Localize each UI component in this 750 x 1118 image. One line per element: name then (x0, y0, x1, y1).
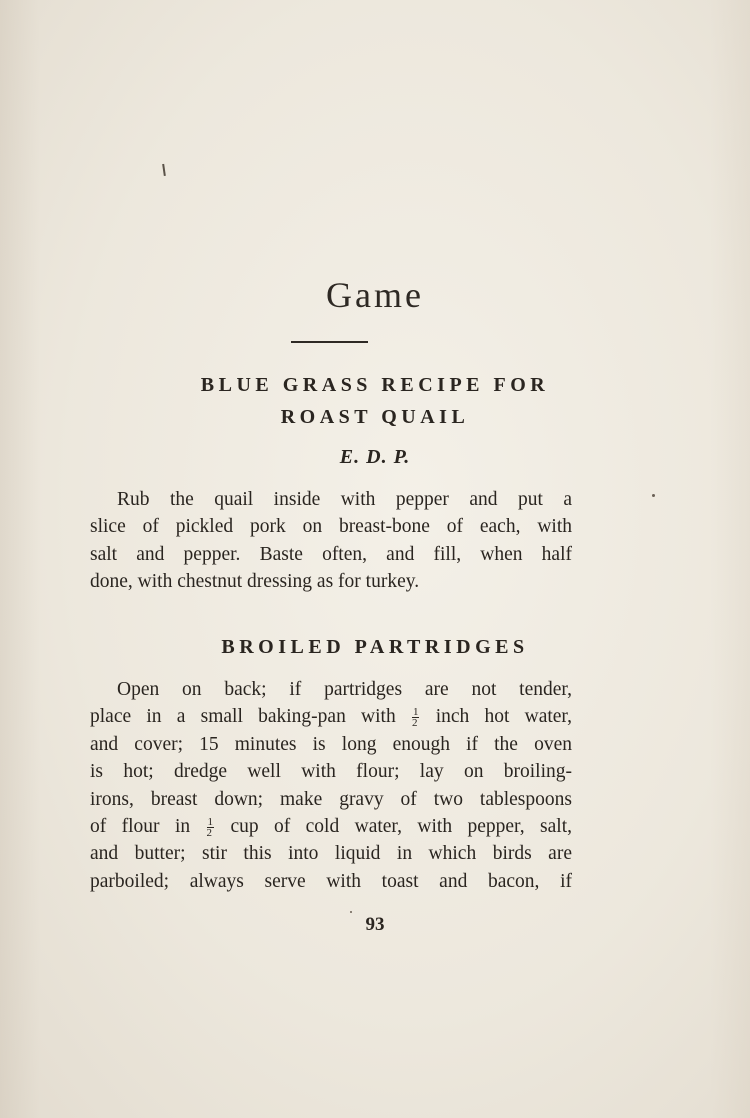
text-line: slice of pickled pork on breast-bone of each, with (90, 516, 572, 538)
title-rule (291, 341, 368, 343)
recipe-text-broiled-partridges (90, 676, 572, 895)
fraction-numerator: 1 (207, 816, 214, 829)
text-line: irons, breast down; make gravy of two tablespoons (90, 788, 572, 810)
pencil-mark (162, 164, 165, 176)
recipe-heading-line: BLUE GRASS RECIPE FOR (200, 374, 550, 396)
chapter-title: Game (326, 275, 424, 315)
text-line: parboiled; always serve with toast and bacon, if (90, 870, 572, 892)
text-segment: place in a small baking-pan with (90, 706, 396, 728)
text-line (90, 813, 572, 840)
paper-speck (652, 494, 655, 497)
paper-speck (350, 911, 352, 913)
text-line: Open on back; if partridges are not tender, (117, 679, 572, 700)
text-line: done, with chestnut dressing as for turkey. (90, 571, 420, 593)
fraction-denominator: 2 (206, 827, 213, 840)
fraction-half (207, 817, 215, 838)
text-segment: inch hot water, (435, 706, 572, 728)
fraction-numerator: 1 (412, 706, 419, 719)
text-line (90, 703, 572, 730)
recipe-text-roast-quail (90, 486, 572, 596)
recipe-heading-line: ROAST QUAIL (280, 406, 470, 428)
recipe-author: E. D. P. (339, 446, 411, 468)
text-line: salt and pepper. Baste often, and fill, when half (90, 543, 572, 565)
text-line: Rub the quail inside with pepper and put a (117, 489, 572, 510)
text-segment: of flour in (90, 816, 191, 838)
text-segment: cup of cold water, with pepper, salt, (230, 816, 572, 838)
fraction-half (412, 707, 420, 728)
fraction-denominator: 2 (411, 717, 418, 730)
text-line: is hot; dredge well with flour; lay on broiling- (90, 761, 572, 783)
recipe-heading-line: BROILED PARTRIDGES (221, 636, 529, 658)
page-number: 93 (365, 914, 385, 935)
text-line: and cover; 15 minutes is long enough if the oven (90, 733, 572, 755)
text-line: and butter; stir this into liquid in which birds are (90, 843, 572, 865)
